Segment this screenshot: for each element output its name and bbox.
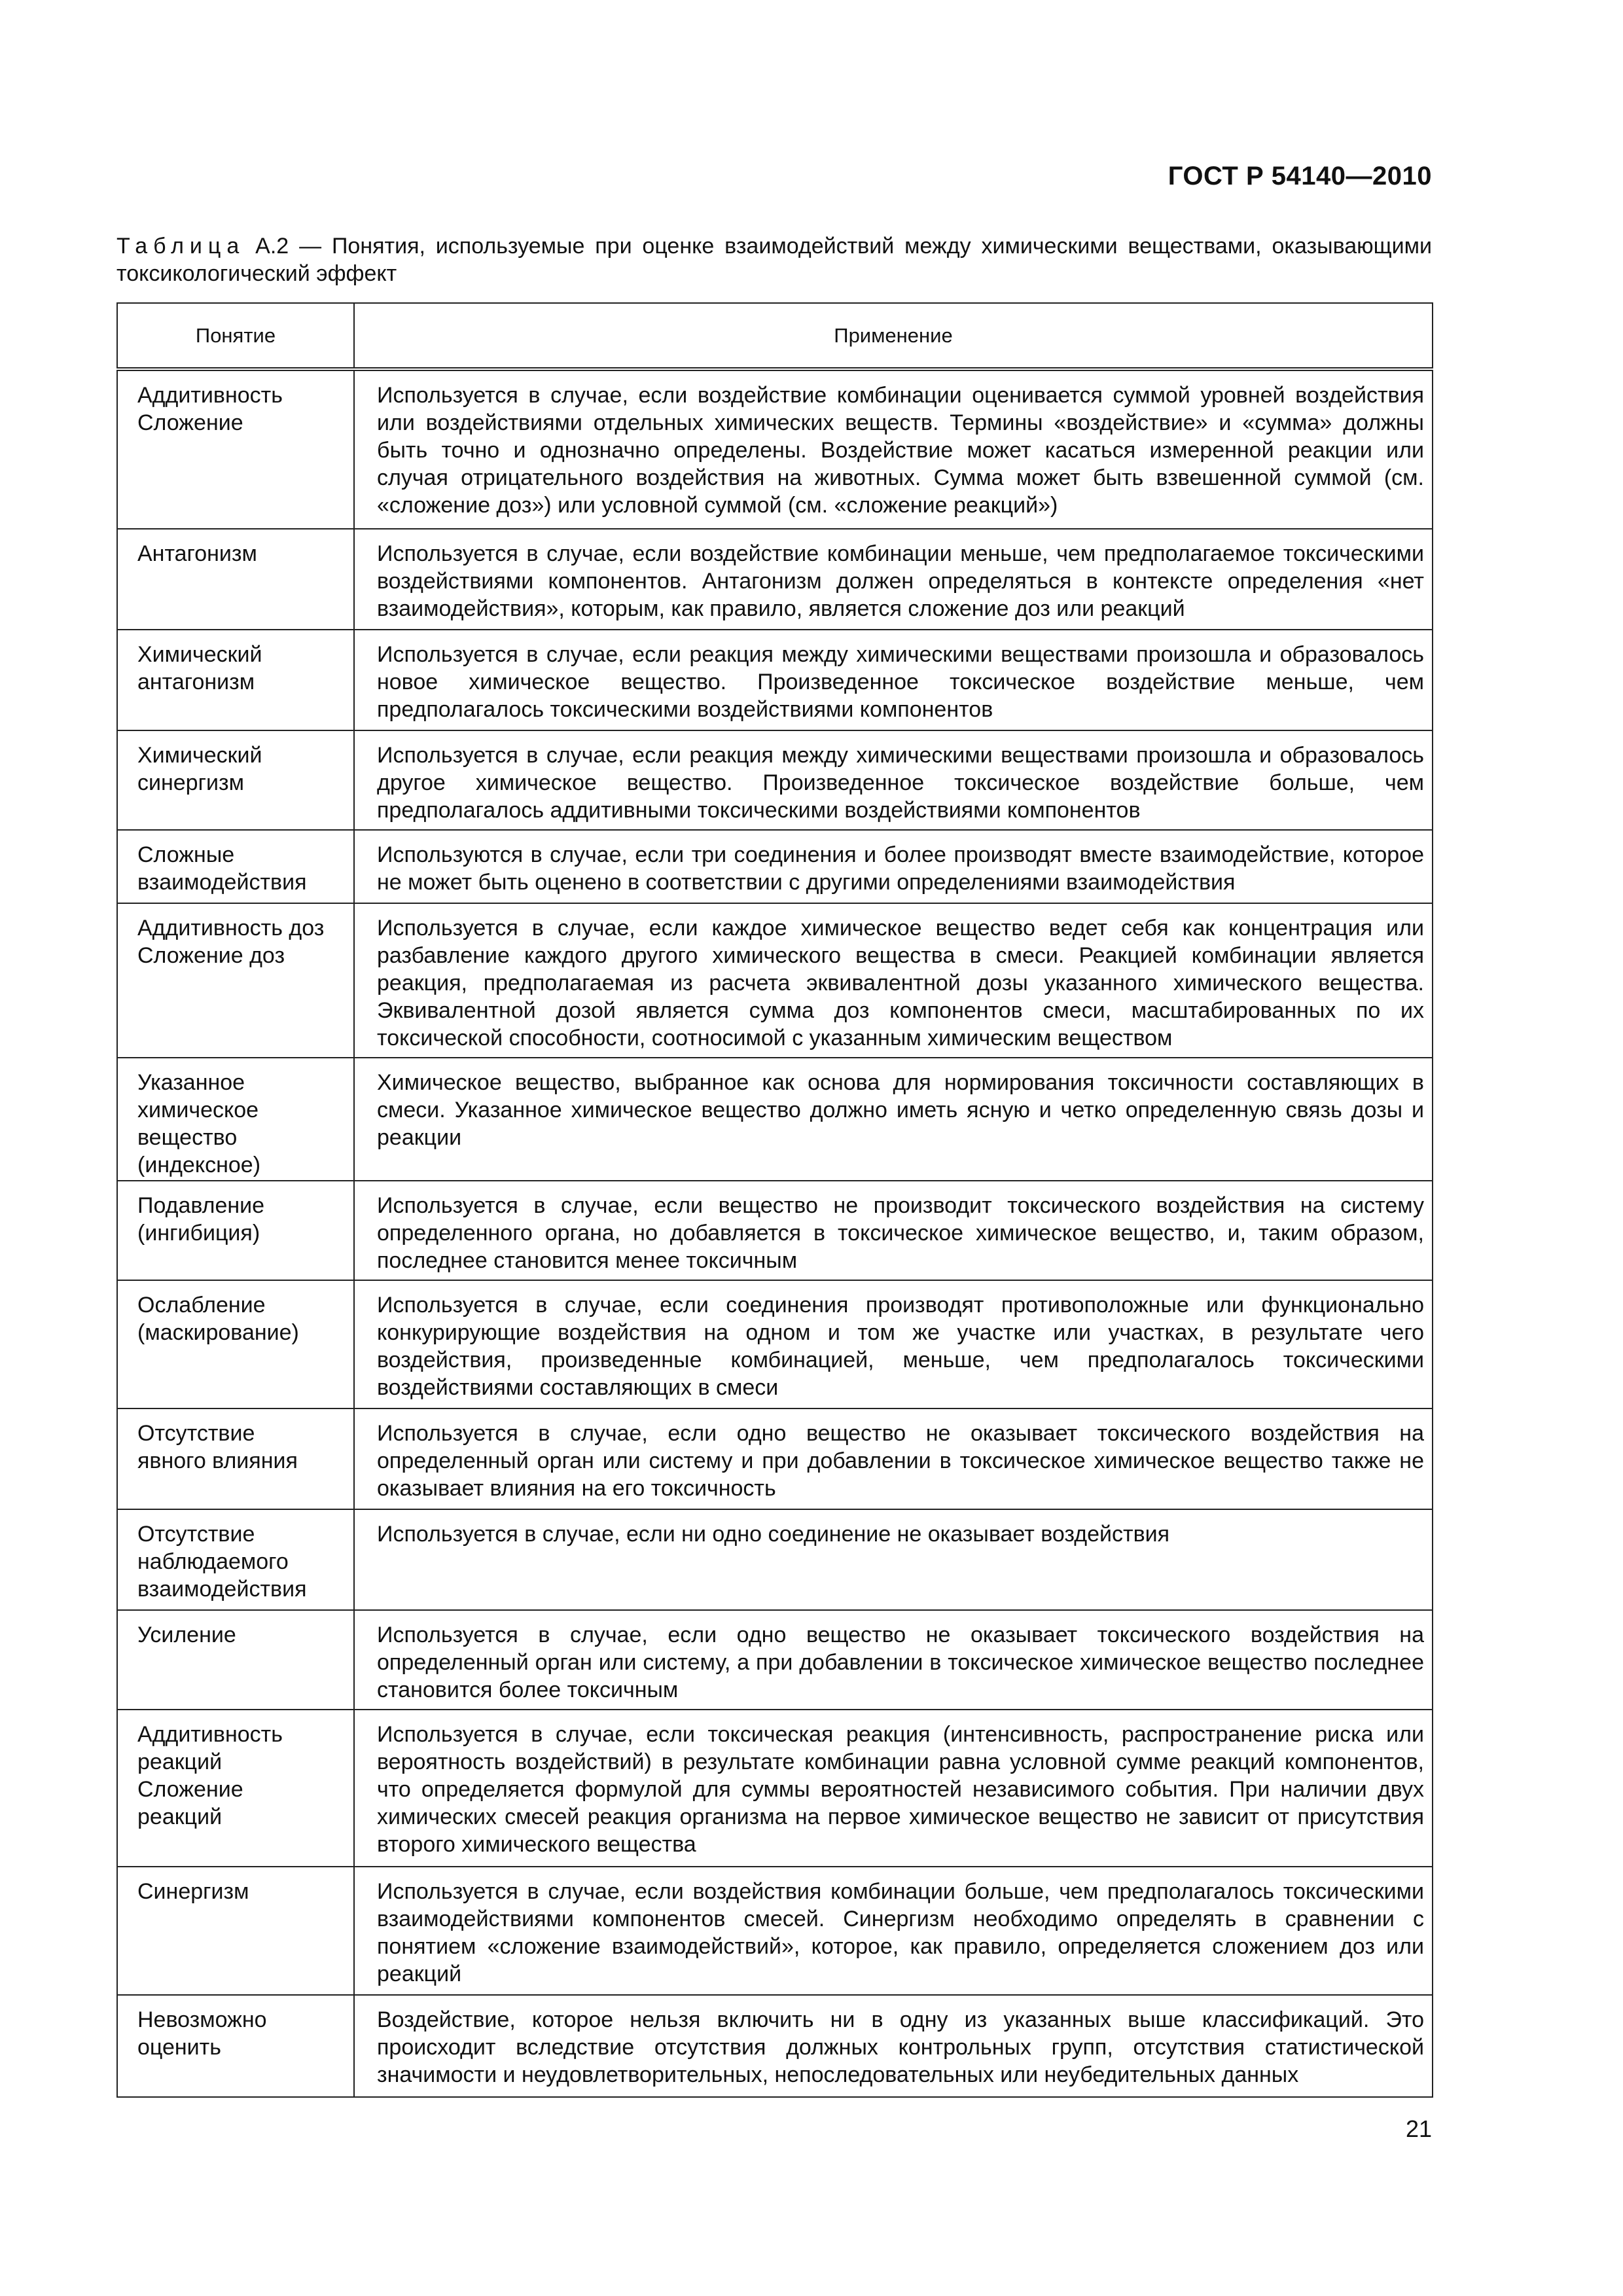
term-cell: Антагонизм (117, 529, 354, 630)
table-caption (116, 232, 1432, 287)
column-header-term: Понятие (117, 303, 354, 369)
table-row (117, 630, 1433, 730)
table-row (117, 1710, 1433, 1867)
document-code: ГОСТ Р 54140—2010 (1168, 162, 1432, 190)
term-cell: Химический синергизм (117, 730, 354, 830)
caption-label: Таблица (116, 234, 245, 259)
term-cell: Указанное химическое вещество (индексное) (117, 1058, 354, 1181)
description-cell: Используется в случае, если вещество не производит токсического воздействия на систему определенного органа, но добавляется в токсическое химическое вещество, и, таким образом, последнее становится менее токсичным (354, 1181, 1433, 1280)
table-row (117, 1867, 1433, 1995)
term-cell: Аддитивность реакций Сложение реакций (117, 1710, 354, 1867)
description-cell: Используется в случае, если соединения производят противоположные или функционально конкурирующие воздействия на одном и том же участке или участках, в результате чего воздействия, произведенные комбинацией, меньше, чем предполагалось токсическими воздействиями составляющих в смеси (354, 1280, 1433, 1408)
term-cell: Аддитивность Сложение (117, 369, 354, 529)
term-cell: Невозможно оценить (117, 1995, 354, 2097)
table-header-row (117, 303, 1433, 369)
table-row (117, 1509, 1433, 1610)
description-cell: Химическое вещество, выбранное как основа для нормирования токсичности составляющих в смеси. Указанное химическое вещество должно иметь ясную и четко определенную связь дозы и реакции (354, 1058, 1433, 1181)
term-cell: Ослабление (маскирование) (117, 1280, 354, 1408)
description-cell: Используются в случае, если три соединения и более производят вместе взаимодействие, которое не может быть оценено в соответствии с другими определениями взаимодействия (354, 830, 1433, 903)
term-cell: Подавление (ингибиция) (117, 1181, 354, 1280)
description-cell: Используется в случае, если воздействия комбинации больше, чем предполагалось токсическими взаимодействиями компонентов смесей. Синергизм необходимо определять в сравнении с понятием «сложение взаимодействий», которое, как правило, определяется сложением доз или реакций (354, 1867, 1433, 1995)
concepts-table (116, 302, 1433, 2098)
table-row (117, 1181, 1433, 1280)
description-cell: Используется в случае, если реакция между химическими веществами произошла и образовалось новое химическое вещество. Произведенное токсическое воздействие меньше, чем предполагалось токсическими воздействиями компонентов (354, 630, 1433, 730)
table-row (117, 1408, 1433, 1509)
table-row (117, 730, 1433, 830)
term-cell: Сложные взаимодействия (117, 830, 354, 903)
caption-text: А.2 — Понятия, используемые при оценке взаимодействий между химическими веществами, оказывающими токсикологический эффект (116, 234, 1432, 286)
table-row (117, 529, 1433, 630)
term-cell: Усиление (117, 1610, 354, 1710)
table-row (117, 1995, 1433, 2097)
description-cell: Используется в случае, если одно вещество не оказывает токсического воздействия на определенный орган или систему, а при добавлении в токсическое химическое вещество последнее становится более токсичным (354, 1610, 1433, 1710)
term-cell: Синергизм (117, 1867, 354, 1995)
table-row (117, 1058, 1433, 1181)
table-row (117, 1280, 1433, 1408)
table-row (117, 369, 1433, 529)
description-cell: Используется в случае, если токсическая реакция (интенсивность, распространение риска или вероятность воздействий) в результате комбинации равна условной сумме реакций компонентов, что определяется формулой для суммы вероятностей независимого события. При наличии двух химических смесей реакция организма на первое химическое вещество не зависит от присутствия второго химического вещества (354, 1710, 1433, 1867)
term-cell: Аддитивность доз Сложение доз (117, 903, 354, 1058)
description-cell: Воздействие, которое нельзя включить ни в одну из указанных выше классификаций. Это происходит вследствие отсутствия должных контрольных групп, отсутствия статистической значимости и неудовлетворительных, непоследовательных или неубедительных данных (354, 1995, 1433, 2097)
description-cell: Используется в случае, если одно вещество не оказывает токсического воздействия на определенный орган или систему и при добавлении в токсическое химическое вещество также не оказывает влияния на его токсичность (354, 1408, 1433, 1509)
description-cell: Используется в случае, если ни одно соединение не оказывает воздействия (354, 1509, 1433, 1610)
table-row (117, 903, 1433, 1058)
description-cell: Используется в случае, если воздействие комбинации оценивается суммой уровней воздействия или воздействиями отдельных химических веществ. Термины «воздействие» и «сумма» должны быть точно и однозначно определены. Воздействие может касаться измеренной реакции или случая отрицательного воздействия на животных. Сумма может быть взвешенной суммой (см. «сложение доз») или условной суммой (см. «сложение реакций») (354, 369, 1433, 529)
page-number: 21 (1405, 2115, 1432, 2142)
column-header-application: Применение (354, 303, 1433, 369)
term-cell: Отсутствие явного влияния (117, 1408, 354, 1509)
term-cell: Химический антагонизм (117, 630, 354, 730)
table-row (117, 1610, 1433, 1710)
description-cell: Используется в случае, если воздействие комбинации меньше, чем предполагаемое токсическими воздействиями компонентов. Антагонизм должен определяться в контексте определения «нет взаимодействия», которым, как правило, является сложение доз или реакций (354, 529, 1433, 630)
description-cell: Используется в случае, если реакция между химическими веществами произошла и образовалось другое химическое вещество. Произведенное токсическое воздействие больше, чем предполагалось аддитивными токсическими воздействиями компонентов (354, 730, 1433, 830)
term-cell: Отсутствие наблюдаемого взаимодействия (117, 1509, 354, 1610)
description-cell: Используется в случае, если каждое химическое вещество ведет себя как концентрация или разбавление каждого другого химического вещества в смеси. Реакцией комбинации является реакция, предполагаемая из расчета эквивалентной дозы указанного химического вещества. Эквивалентной дозой является сумма доз компонентов смеси, масштабированных по их токсической способности, соотносимой с указанным химическим веществом (354, 903, 1433, 1058)
table-row (117, 830, 1433, 903)
